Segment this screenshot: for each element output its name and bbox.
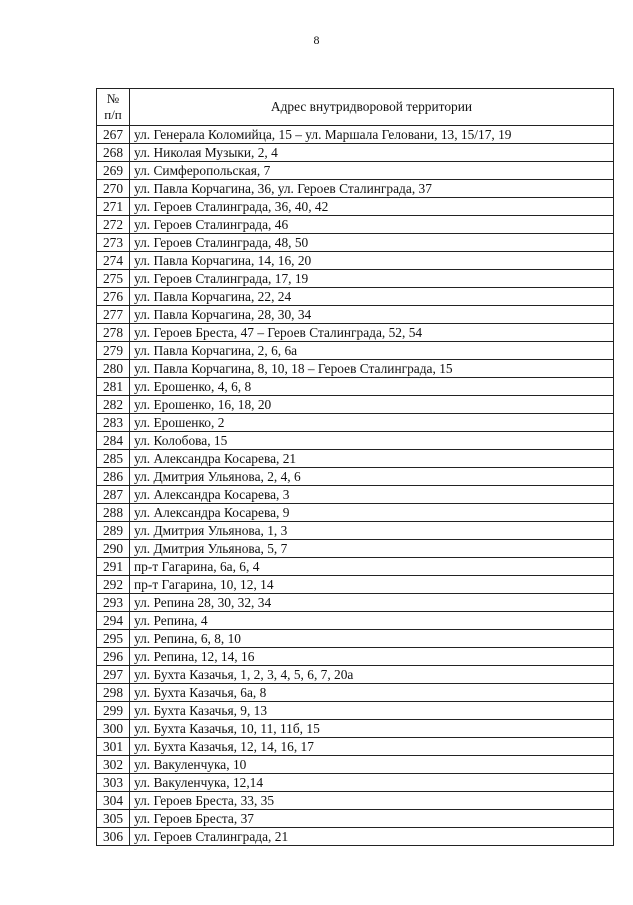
row-number: 274 xyxy=(97,252,130,270)
row-number: 267 xyxy=(97,126,130,144)
table-row xyxy=(97,144,614,162)
row-address: ул. Бухта Казачья, 6а, 8 xyxy=(130,684,614,702)
row-number: 279 xyxy=(97,342,130,360)
table-row xyxy=(97,684,614,702)
row-number: 281 xyxy=(97,378,130,396)
row-address: ул. Ерошенко, 2 xyxy=(130,414,614,432)
row-address: ул. Героев Бреста, 47 – Героев Сталинграда, 52, 54 xyxy=(130,324,614,342)
row-address: ул. Симферопольская, 7 xyxy=(130,162,614,180)
row-number: 270 xyxy=(97,180,130,198)
row-number: 284 xyxy=(97,432,130,450)
table-row xyxy=(97,288,614,306)
table-row xyxy=(97,180,614,198)
row-number: 273 xyxy=(97,234,130,252)
table-row xyxy=(97,540,614,558)
row-number: 278 xyxy=(97,324,130,342)
row-address: ул. Вакуленчука, 10 xyxy=(130,756,614,774)
row-address: ул. Бухта Казачья, 10, 11, 11б, 15 xyxy=(130,720,614,738)
table-row xyxy=(97,504,614,522)
row-address: ул. Героев Бреста, 37 xyxy=(130,810,614,828)
row-address: ул. Павла Корчагина, 22, 24 xyxy=(130,288,614,306)
row-address: ул. Павла Корчагина, 2, 6, 6а xyxy=(130,342,614,360)
table-row xyxy=(97,378,614,396)
row-address: ул. Дмитрия Ульянова, 1, 3 xyxy=(130,522,614,540)
table-row xyxy=(97,216,614,234)
table-row xyxy=(97,792,614,810)
row-number: 303 xyxy=(97,774,130,792)
row-number: 295 xyxy=(97,630,130,648)
row-address: ул. Героев Сталинграда, 21 xyxy=(130,828,614,846)
table-row xyxy=(97,468,614,486)
table-row xyxy=(97,126,614,144)
row-number: 288 xyxy=(97,504,130,522)
table-row xyxy=(97,342,614,360)
table-row xyxy=(97,612,614,630)
row-address: ул. Александра Косарева, 9 xyxy=(130,504,614,522)
row-address: ул. Бухта Казачья, 9, 13 xyxy=(130,702,614,720)
row-address: ул. Генерала Коломийца, 15 – ул. Маршала Геловани, 13, 15/17, 19 xyxy=(130,126,614,144)
row-address: ул. Ерошенко, 16, 18, 20 xyxy=(130,396,614,414)
row-address: ул. Павла Корчагина, 14, 16, 20 xyxy=(130,252,614,270)
table-row xyxy=(97,594,614,612)
row-number: 277 xyxy=(97,306,130,324)
row-number: 305 xyxy=(97,810,130,828)
table-row xyxy=(97,666,614,684)
row-address: ул. Репина, 4 xyxy=(130,612,614,630)
table-row xyxy=(97,810,614,828)
row-address: ул. Павла Корчагина, 28, 30, 34 xyxy=(130,306,614,324)
row-address: ул. Репина 28, 30, 32, 34 xyxy=(130,594,614,612)
table-row xyxy=(97,630,614,648)
table-row xyxy=(97,450,614,468)
row-address: ул. Репина, 6, 8, 10 xyxy=(130,630,614,648)
row-number: 304 xyxy=(97,792,130,810)
table-row xyxy=(97,198,614,216)
row-number: 289 xyxy=(97,522,130,540)
table-row xyxy=(97,522,614,540)
table-row xyxy=(97,774,614,792)
page-number: 8 xyxy=(313,33,320,47)
row-address: ул. Репина, 12, 14, 16 xyxy=(130,648,614,666)
row-address: ул. Николая Музыки, 2, 4 xyxy=(130,144,614,162)
row-number: 269 xyxy=(97,162,130,180)
row-address: ул. Александра Косарева, 21 xyxy=(130,450,614,468)
table-row xyxy=(97,432,614,450)
row-number: 299 xyxy=(97,702,130,720)
row-number: 268 xyxy=(97,144,130,162)
row-number: 302 xyxy=(97,756,130,774)
row-address: ул. Александра Косарева, 3 xyxy=(130,486,614,504)
row-address: ул. Вакуленчука, 12,14 xyxy=(130,774,614,792)
table-row xyxy=(97,576,614,594)
row-number: 287 xyxy=(97,486,130,504)
row-number: 300 xyxy=(97,720,130,738)
row-address: ул. Ерошенко, 4, 6, 8 xyxy=(130,378,614,396)
table-row xyxy=(97,720,614,738)
address-table xyxy=(96,88,614,846)
row-number: 283 xyxy=(97,414,130,432)
row-number: 282 xyxy=(97,396,130,414)
row-number: 280 xyxy=(97,360,130,378)
table-header-row xyxy=(97,89,614,126)
table-row xyxy=(97,702,614,720)
row-address: ул. Бухта Казачья, 1, 2, 3, 4, 5, 6, 7, 20а xyxy=(130,666,614,684)
row-number: 296 xyxy=(97,648,130,666)
table-row xyxy=(97,486,614,504)
row-number: 291 xyxy=(97,558,130,576)
table-row xyxy=(97,324,614,342)
table-row xyxy=(97,252,614,270)
row-number: 290 xyxy=(97,540,130,558)
row-number: 292 xyxy=(97,576,130,594)
table-row xyxy=(97,738,614,756)
table-row xyxy=(97,396,614,414)
row-address: ул. Бухта Казачья, 12, 14, 16, 17 xyxy=(130,738,614,756)
table-row xyxy=(97,306,614,324)
row-address: ул. Дмитрия Ульянова, 5, 7 xyxy=(130,540,614,558)
row-address: ул. Павла Корчагина, 8, 10, 18 – Героев Сталинграда, 15 xyxy=(130,360,614,378)
address-column-header: Адрес внутридворовой территории xyxy=(130,89,614,126)
number-abbreviation: п/п xyxy=(104,107,122,122)
row-address: пр-т Гагарина, 10, 12, 14 xyxy=(130,576,614,594)
row-address: ул. Колобова, 15 xyxy=(130,432,614,450)
table-row xyxy=(97,234,614,252)
row-number: 285 xyxy=(97,450,130,468)
table-row xyxy=(97,756,614,774)
row-address: ул. Героев Сталинграда, 36, 40, 42 xyxy=(130,198,614,216)
table-row xyxy=(97,270,614,288)
table-row xyxy=(97,360,614,378)
row-number: 271 xyxy=(97,198,130,216)
row-number: 297 xyxy=(97,666,130,684)
row-number: 293 xyxy=(97,594,130,612)
row-number: 301 xyxy=(97,738,130,756)
row-number: 306 xyxy=(97,828,130,846)
table-row xyxy=(97,414,614,432)
row-address: ул. Героев Сталинграда, 46 xyxy=(130,216,614,234)
row-address: ул. Павла Корчагина, 36, ул. Героев Сталинграда, 37 xyxy=(130,180,614,198)
row-number: 275 xyxy=(97,270,130,288)
row-number: 298 xyxy=(97,684,130,702)
row-address: ул. Героев Сталинграда, 17, 19 xyxy=(130,270,614,288)
table-row xyxy=(97,162,614,180)
number-column-header xyxy=(97,89,130,126)
table-body xyxy=(97,126,614,846)
table-row xyxy=(97,828,614,846)
row-number: 294 xyxy=(97,612,130,630)
row-number: 276 xyxy=(97,288,130,306)
row-address: ул. Героев Сталинграда, 48, 50 xyxy=(130,234,614,252)
row-number: 286 xyxy=(97,468,130,486)
table-row xyxy=(97,558,614,576)
table-row xyxy=(97,648,614,666)
number-sign: № xyxy=(106,91,120,106)
row-address: пр-т Гагарина, 6а, 6, 4 xyxy=(130,558,614,576)
row-address: ул. Дмитрия Ульянова, 2, 4, 6 xyxy=(130,468,614,486)
row-address: ул. Героев Бреста, 33, 35 xyxy=(130,792,614,810)
row-number: 272 xyxy=(97,216,130,234)
